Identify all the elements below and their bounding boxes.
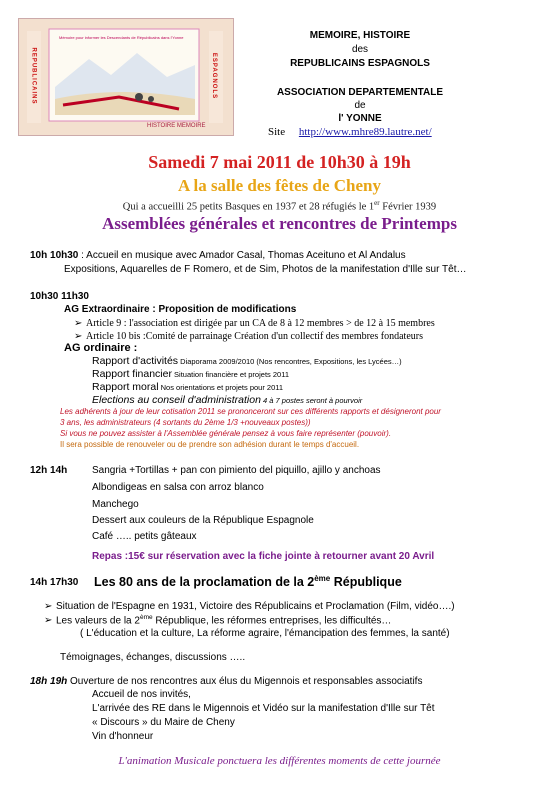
time-conference: 14h 17h30 [30,577,79,588]
ouverture-line-1: Accueil de nos invités, [92,689,191,700]
ag-extraordinaire: AG Extraordinaire : Proposition de modifications [64,304,297,315]
note-adherents-1: Les adhérents à jour de leur cotisation 2011 se prononceront sur ces différents rapports et désigneront pour [60,407,441,416]
site-label: Site [268,126,286,138]
event-note: Qui a accueilli 25 petits Basques en 1937 et 28 réfugiés le 1er Février 1939 [122,199,437,213]
ag-ordinaire: AG ordinaire : [64,342,138,354]
site-row [268,126,432,138]
association-logo [18,18,234,136]
logo-caption: Mémoire pour informer les Descendants de Républicains dans l'Yonne [59,35,184,40]
note-adherents-2: 3 ans, les administrateurs (4 sortants du 2ème 1/3 +nouveaux postes)) [60,418,311,427]
menu-item-4: Dessert aux couleurs de la République Espagnole [92,515,314,526]
note-pouvoir: Si vous ne pouvez assister à l'Assemblée générale pensez à vous faire représenter (pouvoir). [60,429,392,438]
menu-item-5: Café ….. petits gâteaux [92,531,197,542]
note-adhesion: Il sera possible de renouveler ou de prendre son adhésion durant le temps d'accueil. [60,440,360,449]
assoc-line2: de [354,100,366,111]
rapport-activites: Rapport d'activités Diaporama 2009/2010 (Nos rencontres, Expositions, les Lycées…) [92,355,402,367]
ouverture-line-2: L'arrivée des RE dans le Migennois et Vidéo sur la manifestation d'Ille sur Têt [92,703,435,714]
article-10: ➢ Article 10 bis :Comité de parrainage Création d'un collectif des membres fondateurs [74,331,423,342]
header-line2: des [351,44,369,55]
rapport-financier: Rapport financier Situation financière et projets 2011 [92,368,289,380]
time-repas: 12h 14h [30,465,68,476]
accueil-line2: Expositions, Aquarelles de F Romero, et de Sim, Photos de la manifestation d'Ille sur Têt… [64,264,467,275]
ouverture-line-3: « Discours » du Maire de Cheny [92,717,235,728]
menu-item-1: Sangria +Tortillas + pan con pimiento del piquillo, ajillo y anchoas [92,465,381,476]
assoc-line1: ASSOCIATION DEPARTEMENTALE [276,87,444,98]
bullet-situation: ➢ Situation de l'Espagne en 1931, Victoire des Républicains et Proclamation (Film, vidéo….) [44,601,455,612]
event-place: A la salle des fêtes de Cheny [177,176,382,195]
site-link[interactable]: http://www.mhre89.lautre.net/ [298,126,432,138]
header-line1: MEMOIRE, HISTOIRE [309,30,411,41]
section-accueil: 10h 10h30 : Accueil en musique avec Amador Casal, Thomas Aceituno et Al Andalus [30,250,406,261]
assoc-line3: l' YONNE [338,113,382,124]
arrow-icon: ➢ [74,318,83,329]
conference-title: Les 80 ans de la proclamation de la 2ème République [94,574,402,590]
arrow-icon: ➢ [44,601,53,612]
ouverture-line-4: Vin d'honneur [92,731,154,742]
event-subtitle: Assemblées générales et rencontres de Printemps [102,214,457,233]
menu-item-3: Manchego [92,499,139,510]
arrow-icon: ➢ [74,331,83,342]
temoignages: Témoignages, échanges, discussions ….. [60,652,246,663]
valeurs-details: ( L'éducation et la culture, La réforme agraire, l'émancipation des femmes, la santé) [80,628,450,639]
logo-bottom-text: HISTOIRE MEMOIRE [147,123,206,129]
elections: Elections au conseil d'administration 4 à 7 postes seront à pourvoir [92,394,363,406]
logo-right-text: ESPAGNOLS [211,52,218,100]
header-line3: REPUBLICAINS ESPAGNOLS [290,58,430,69]
bullet-valeurs: ➢ Les valeurs de la 2ème République, les réformes entreprises, les difficultés… [44,614,392,627]
time-ouverture: 18h 19h [30,676,68,687]
article-9: ➢ Article 9 : l'association est dirigée par un CA de 8 à 12 membres > de 12 à 15 membres [74,318,435,329]
section-ouverture: 18h 19h Ouverture de nos rencontres aux élus du Migennois et responsables associatifs [30,676,423,687]
logo-left-text: REPUBLICAINS [30,47,37,105]
menu-item-2: Albondigeas en salsa con arroz blanco [92,482,264,493]
event-date: Samedi 7 mai 2011 de 10h30 à 19h [148,152,411,172]
repas-price: Repas :15€ sur réservation avec la fiche jointe à retourner avant 20 Avril [92,551,435,562]
footer-note: L'animation Musicale ponctuera les différentes moments de cette journée [118,755,441,767]
rapport-moral: Rapport moral Nos orientations et projets pour 2011 [92,381,284,393]
arrow-icon: ➢ [44,615,53,627]
time-accueil: 10h 10h30 [30,250,79,261]
time-ag: 10h30 11h30 [30,291,89,302]
